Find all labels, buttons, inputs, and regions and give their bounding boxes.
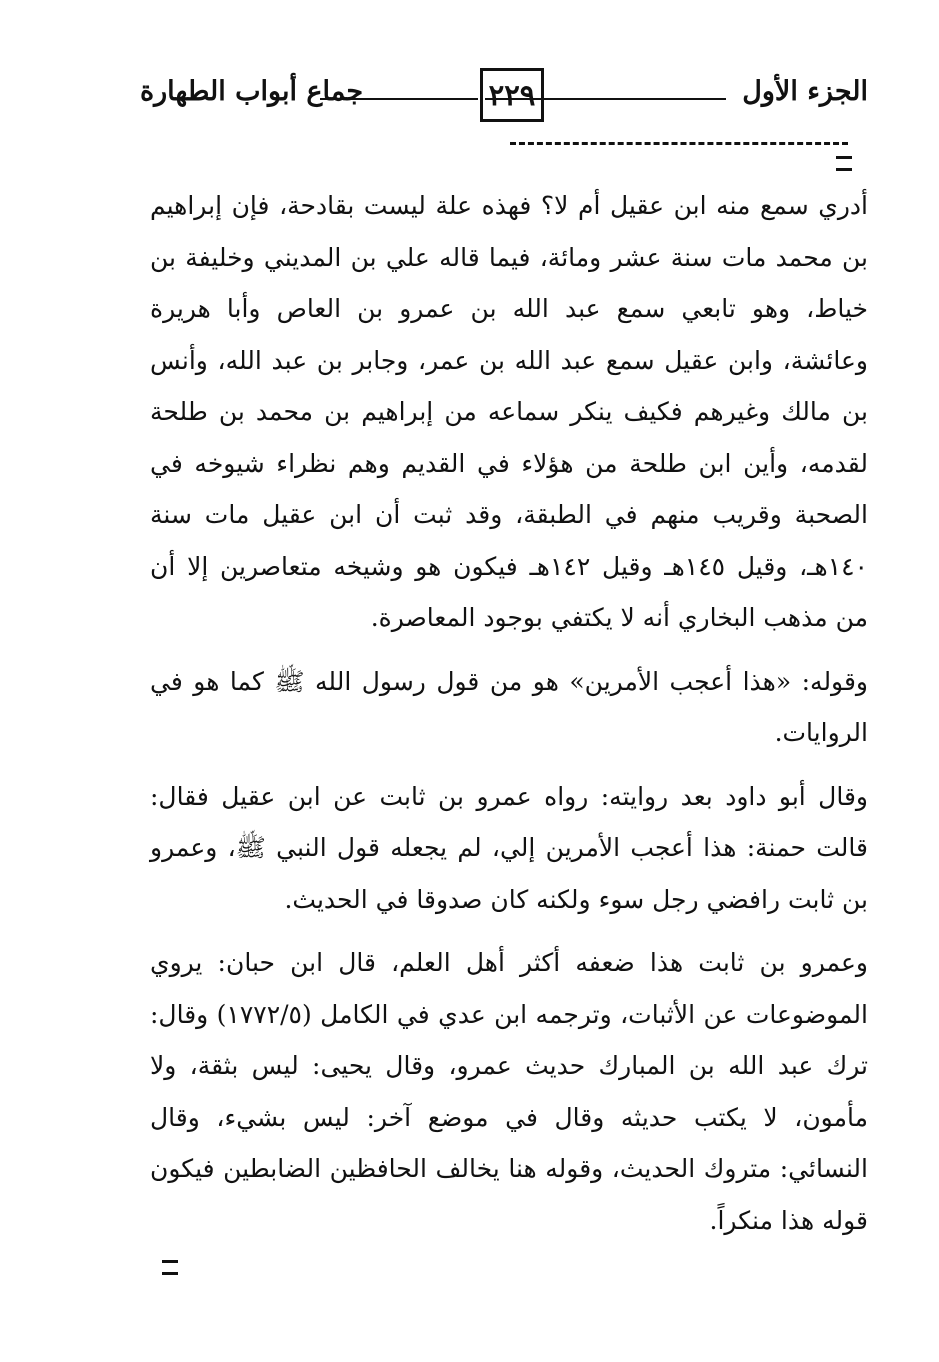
header-dashed-divider [510, 142, 848, 145]
chapter-title: جماع أبواب الطهارة [140, 76, 364, 107]
page-header [140, 68, 868, 132]
paragraph-3: وقال أبو داود بعد روايته: رواه عمرو بن ثابت عن ابن عقيل فقال: قالت حمنة: هذا أعجب الأمرين إلي، لم يجعله قول النبي ﷺ، وعمرو بن ثابت رافضي رجل سوء ولكنه كان صدوقا في الحديث. [150, 781, 868, 914]
book-part-label: الجزء الأول [742, 76, 868, 107]
paragraph-4: وعمرو بن ثابت هذا ضعفه أكثر أهل العلم، قال ابن حبان: يروي الموضوعات عن الأثبات، وترجمه ابن عدي في الكامل (١٧٧٢/٥) وقال: ترك عبد الله بن المبارك حديث عمرو، وقال يحيى: ليس بثقة، ولا مأمون، لا يكتب حديثه وقال في موضع آخر: ليس بشيء، وقال النسائي: متروك الحديث، وقوله هنا يخالف الحافظين الضابطين فيكون قوله هذا منكراً. [150, 948, 868, 1235]
page-number: ٢٢٩ [480, 68, 544, 122]
paragraph-2: وقوله: «هذا أعجب الأمرين» هو من قول رسول الله ﷺ كما هو في الروايات. [150, 666, 868, 747]
continuation-mark-bottom [162, 1260, 178, 1275]
continuation-mark-top [836, 156, 852, 171]
paragraph-1: أدري سمع منه ابن عقيل أم لا؟ فهذه علة ليست بقادحة، فإن إبراهيم بن محمد مات سنة عشر ومائة، فيما قاله علي بن المديني وخليفة بن خياط، وهو تابعي سمع عبد الله بن عمرو بن العاص وأبا هريرة وعائشة، وابن عقيل سمع عبد الله بن عمر، وجابر بن عبد الله، وأنس بن مالك وغيرهم فكيف ينكر سماعه من إبراهيم بن محمد بن طلحة لقدمه، وأين ابن طلحة من هؤلاء في القديم وهم نظراء شيوخه في الصحبة وقريب منهم في الطبقة، وقد ثبت أن ابن عقيل مات سنة ١٤٠هـ، وقيل ١٤٥هـ وقيل ١٤٢هـ فيكون هو وشيخه متعاصرين إلا أن من مذهب البخاري أنه لا يكتفي بوجود المعاصرة. [150, 191, 868, 632]
body-text [150, 180, 868, 1258]
